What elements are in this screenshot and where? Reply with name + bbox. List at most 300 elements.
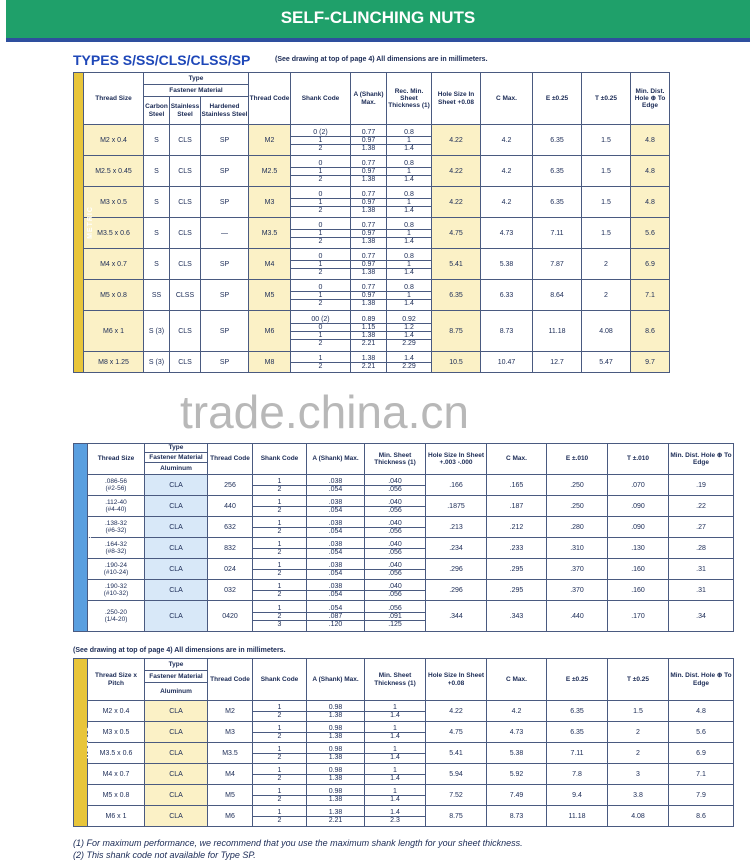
min-sheet-value: 1.4 [365,753,425,761]
shank-code [253,538,307,559]
a-shank-value: .120 [307,620,364,628]
t-value: 4.08 [582,311,631,352]
material-aluminum: CLA [145,517,208,538]
thread-size: M3 x 0.5 [88,722,145,743]
min-sheet-value: 0.8 [404,252,414,260]
shank-code-value: 2 [291,339,350,347]
min-dist: 5.6 [669,722,734,743]
t-value: 1.5 [582,187,631,218]
min-sheet-value: 1.4 [387,299,431,307]
shank-code [253,764,307,785]
t-value: .090 [608,496,669,517]
min-sheet-value: 0.8 [404,221,414,229]
col-thread-code: Thread Code [249,73,291,125]
thread-code: M2 [208,701,253,722]
hardened-stainless: — [201,218,249,249]
hole-size: 4.22 [432,156,481,187]
shank-code [253,701,307,722]
metric-table-types-s [73,72,734,373]
a-shank-value: .054 [307,485,364,493]
hole-size: 5.41 [432,249,481,280]
thread-code: M3 [249,187,291,218]
thread-size-fraction: (#8-32) [105,548,127,555]
col-min-sheet: Min. Sheet Thickness (1) [365,444,426,475]
col-min-sheet: Min. Sheet Thickness (1) [365,659,426,701]
t-value: 2 [608,722,669,743]
thread-code: M2.5 [249,156,291,187]
t-value: 2 [582,280,631,311]
thread-code: M5 [249,280,291,311]
t-value: 4.08 [608,806,669,827]
min-dist: .28 [669,538,734,559]
e-value: .310 [547,538,608,559]
min-sheet-value: 0.8 [404,190,414,198]
a-shank [307,722,365,743]
metric-side-label [74,73,94,373]
a-shank-value: 0.77 [361,190,376,198]
min-sheet-value: .125 [365,620,425,628]
material-aluminum: CLA [145,580,208,601]
col-shank-code: Shank Code [253,444,307,475]
table-row [74,785,734,806]
types-note: (See drawing at top of page 4) All dimensions are in millimeters. [275,56,488,63]
shank-code-value: 1 [277,604,282,612]
shank-code-value: 1 [291,229,350,237]
thread-size-decimal: .190-32 [104,582,128,590]
shank-code-value: 0 [291,323,350,331]
thread-size-fraction: (#10-24) [103,569,129,576]
material-aluminum: CLA [145,475,208,496]
e-value: 6.35 [547,701,608,722]
shank-code-value: 1 [277,766,282,774]
t-value: 3 [608,764,669,785]
min-dist: .19 [669,475,734,496]
hole-size: 6.35 [432,280,481,311]
shank-code [291,125,351,156]
min-sheet-value: 1.4 [365,795,425,803]
hole-size: 4.75 [426,722,487,743]
shank-code-value: 2 [253,753,306,761]
col-fastener-material: Fastener Material [145,671,208,683]
t-value: 2 [608,743,669,764]
col-shank-code: Shank Code [253,659,307,701]
min-dist: 4.8 [631,125,670,156]
t-value: 1.5 [608,701,669,722]
unified-side-label [74,444,95,632]
hardened-stainless: SP [201,187,249,218]
a-shank-value: 1.38 [351,299,386,307]
shank-code-value: 2 [253,590,306,598]
min-sheet-value: .040 [388,582,402,590]
col-aluminum: Aluminum [145,683,208,701]
hole-size: .234 [426,538,487,559]
hole-size: 5.94 [426,764,487,785]
carbon-steel: S [144,249,170,280]
min-sheet-value: 1 [387,229,431,237]
a-shank [307,701,365,722]
thread-size: M2.5 x 0.45 [84,156,144,187]
min-dist: .34 [669,601,734,632]
c-max: .295 [487,559,547,580]
a-shank-value: 0.98 [328,703,343,711]
min-sheet-value: 1 [393,745,397,753]
thread-size: M8 x 1.25 [84,352,144,373]
e-value: 8.64 [533,280,582,311]
a-shank [351,280,387,311]
col-shank-code: Shank Code [291,73,351,125]
col-c-max: C Max. [487,444,547,475]
table-row [74,743,734,764]
a-shank-value: 1.38 [307,774,364,782]
shank-code-value: 1 [291,260,350,268]
thread-size-decimal: .138-32 [104,519,128,527]
thread-size: M6 x 1 [88,806,145,827]
a-shank [351,352,387,373]
material-aluminum: CLA [145,701,208,722]
thread-size-decimal: .250-20 [104,608,128,616]
hole-size: 7.52 [426,785,487,806]
thread-code: 032 [208,580,253,601]
stainless-steel: CLS [170,187,201,218]
t-value: 1.5 [582,218,631,249]
e-value: 12.7 [533,352,582,373]
shank-code-value: 1 [277,498,282,506]
shank-code-value: 2 [253,506,306,514]
thread-code: 632 [208,517,253,538]
min-sheet-value: 1 [387,167,431,175]
stainless-steel: CLS [170,218,201,249]
min-sheet-value: .056 [365,569,425,577]
t-value: 1.5 [582,156,631,187]
thread-size [88,475,145,496]
min-sheet-value: 0.8 [404,283,414,291]
min-dist: 6.9 [631,249,670,280]
metric-cla-side-text: METRIC [86,726,94,759]
a-shank-value: .038 [328,561,343,569]
a-shank-value: 1.38 [328,808,343,816]
min-sheet [365,764,426,785]
table-row [74,187,734,218]
a-shank [307,764,365,785]
col-hole-size: Hole Size In Sheet +.003 -.000 [426,444,487,475]
stainless-steel: CLS [170,156,201,187]
e-value: 6.35 [533,125,582,156]
shank-code-value: 0 [318,159,323,167]
material-aluminum: CLA [145,806,208,827]
shank-code [291,156,351,187]
col-thread-code: Thread Code [208,444,253,475]
min-dist: 8.6 [631,311,670,352]
shank-code-value: 1 [277,703,282,711]
col-thread-size: Thread Size x Pitch [88,659,145,701]
footnote-1: (1) For maximum performance, we recommend that you use the maximum shank length for your sheet thickness. [73,838,523,848]
c-max: 8.73 [487,806,547,827]
watermark: trade.china.cn [180,386,469,438]
c-max: 5.38 [481,249,533,280]
min-sheet-value: .056 [388,604,402,612]
a-shank-value: 0.77 [361,252,376,260]
shank-code-value: 1 [277,745,282,753]
min-sheet-value: .040 [388,477,402,485]
material-aluminum: CLA [145,722,208,743]
thread-size: M2 x 0.4 [88,701,145,722]
a-shank-value: 2.21 [307,816,364,824]
min-sheet-value: 1.4 [387,331,431,339]
min-sheet [365,806,426,827]
table-row [74,280,734,311]
hole-size: .344 [426,601,487,632]
min-dist: .31 [669,580,734,601]
min-sheet-value: 1.4 [387,268,431,276]
min-sheet [387,249,432,280]
e-value: .280 [547,517,608,538]
thread-size-decimal: .164-32 [104,540,128,548]
hole-size: .166 [426,475,487,496]
c-max: 10.47 [481,352,533,373]
a-shank-value: 1.38 [351,268,386,276]
min-sheet [365,475,426,496]
thread-code: M2 [249,125,291,156]
banner-rule [6,38,750,42]
thread-size: M5 x 0.8 [88,785,145,806]
a-shank-value: .054 [307,590,364,598]
thread-size-fraction: (#2-56) [105,485,127,492]
col-fastener-material: Fastener Material [144,85,249,97]
thread-size: M2 x 0.4 [84,125,144,156]
t-value: 2 [582,249,631,280]
a-shank [307,806,365,827]
shank-code-value: 00 (2) [311,315,330,323]
shank-code-value: 2 [253,816,306,824]
min-sheet-value: 2.29 [387,362,431,370]
hole-size: 5.41 [426,743,487,764]
a-shank-value: 1.38 [351,175,386,183]
c-max: 5.38 [487,743,547,764]
min-dist: 4.8 [631,187,670,218]
shank-code-value: 2 [253,774,306,782]
shank-code-value: 1 [277,561,282,569]
min-sheet [387,352,432,373]
col-min-dist: Min. Dist. Hole ⊕ To Edge [669,659,734,701]
min-sheet-value: 1 [387,260,431,268]
a-shank [307,475,365,496]
a-shank-value: 0.97 [351,136,386,144]
a-shank-value: 1.38 [351,206,386,214]
table-row [74,352,734,373]
a-shank [307,538,365,559]
min-sheet-value: 1 [387,291,431,299]
table-row [74,125,734,156]
thread-size: M3 x 0.5 [84,187,144,218]
col-a-shank: A (Shank) Max. [307,659,365,701]
a-shank-value: 0.89 [361,315,376,323]
min-sheet-value: 1.4 [387,237,431,245]
metric-side-text: METRIC [86,206,94,239]
metric-cla-note: (See drawing at top of page 4) All dimensions are in millimeters. [73,647,286,654]
shank-code-value: 2 [291,362,350,370]
shank-code-value: 0 [318,252,323,260]
min-dist: .27 [669,517,734,538]
min-dist: 6.9 [669,743,734,764]
a-shank-value: 1.38 [307,732,364,740]
shank-code [253,475,307,496]
min-sheet [387,280,432,311]
a-shank-value: .087 [307,612,364,620]
min-sheet-value: .040 [388,561,402,569]
min-sheet [365,722,426,743]
a-shank-value: 1.38 [351,144,386,152]
material-aluminum: CLA [145,764,208,785]
thread-code: M3 [208,722,253,743]
table-row [74,559,734,580]
col-type: Type [145,659,208,671]
e-value: 9.4 [547,785,608,806]
a-shank-value: 1.38 [307,795,364,803]
a-shank [307,559,365,580]
c-max: 4.73 [481,218,533,249]
a-shank-value: 0.97 [351,229,386,237]
col-t: T ±.010 [608,444,669,475]
hole-size: 4.22 [426,701,487,722]
t-value: .160 [608,580,669,601]
col-fastener-material: Fastener Material [145,453,208,463]
a-shank-value: .038 [328,498,343,506]
shank-code-value: 0 [318,190,323,198]
a-shank-value: 2.21 [351,339,386,347]
shank-code-value: 2 [253,612,306,620]
min-sheet-value: 1.4 [365,774,425,782]
metric-table-cla [73,658,734,827]
a-shank-value: 0.97 [351,167,386,175]
a-shank-value: 0.77 [361,283,376,291]
table-row [74,218,734,249]
shank-code-value: 2 [253,548,306,556]
hole-size: .213 [426,517,487,538]
hole-size: .296 [426,559,487,580]
a-shank-value: 0.77 [361,128,376,136]
page-banner: SELF-CLINCHING NUTS [6,0,750,40]
min-sheet-value: .056 [365,485,425,493]
c-max: 4.2 [481,125,533,156]
table-row [74,311,734,352]
table-row [74,806,734,827]
min-sheet-value: 1.4 [365,732,425,740]
table-row [74,580,734,601]
shank-code-value: 2 [253,711,306,719]
table-row [74,475,734,496]
min-sheet [365,517,426,538]
hole-size: .296 [426,580,487,601]
e-value: 7.8 [547,764,608,785]
a-shank [307,785,365,806]
thread-code: M6 [249,311,291,352]
col-hardened-stainless: Hardened Stainless Steel [201,97,249,125]
e-value: 11.18 [547,806,608,827]
a-shank-value: 1.38 [361,354,376,362]
thread-size [88,559,145,580]
shank-code-value: 0 (2) [313,128,328,136]
a-shank-value: .038 [328,540,343,548]
shank-code-value: 1 [277,582,282,590]
col-min-dist: Min. Dist. Hole ⊕ To Edge [631,73,670,125]
shank-code [253,496,307,517]
min-sheet-value: 1 [387,198,431,206]
thread-code: 024 [208,559,253,580]
stainless-steel: CLS [170,311,201,352]
col-e: E ±0.25 [533,73,582,125]
unified-side-text: UNIFIED [88,520,95,555]
thread-code: M6 [208,806,253,827]
thread-size [88,496,145,517]
shank-code-value: 2 [291,144,350,152]
min-sheet-value: 1 [393,766,397,774]
col-thread-size: Thread Size [88,444,145,475]
shank-code-value: 3 [253,620,306,628]
material-aluminum: CLA [145,559,208,580]
shank-code-value: 1 [277,477,282,485]
c-max: .212 [487,517,547,538]
thread-size-fraction: (1/4-20) [104,616,128,623]
col-min-dist: Min. Dist. Hole ⊕ To Edge [669,444,734,475]
min-sheet-value: 0.8 [404,159,414,167]
c-max: 4.2 [481,187,533,218]
min-sheet-value: .040 [388,540,402,548]
c-max: .233 [487,538,547,559]
hardened-stainless: SP [201,249,249,280]
thread-size: M4 x 0.7 [84,249,144,280]
hardened-stainless: SP [201,311,249,352]
t-value: .160 [608,559,669,580]
a-shank-value: 0.77 [361,221,376,229]
e-value: 6.35 [533,187,582,218]
thread-size-decimal: .086-56 [104,477,128,485]
col-aluminum: Aluminum [145,463,208,475]
table-row [74,496,734,517]
t-value: .070 [608,475,669,496]
min-dist: 4.8 [669,701,734,722]
hardened-stainless: SP [201,125,249,156]
col-type: Type [145,444,208,453]
min-sheet-value: 1.4 [390,808,400,816]
shank-code-value: 2 [253,795,306,803]
c-max: .295 [487,580,547,601]
c-max: 4.2 [487,701,547,722]
min-sheet-value: .056 [365,548,425,556]
material-aluminum: CLA [145,496,208,517]
c-max: 4.73 [487,722,547,743]
a-shank [307,496,365,517]
shank-code-value: 1 [318,354,323,362]
a-shank-value: 0.98 [328,766,343,774]
thread-code: 440 [208,496,253,517]
thread-code: M8 [249,352,291,373]
a-shank [351,187,387,218]
min-sheet-value: .040 [388,498,402,506]
min-sheet-value: 1.4 [365,711,425,719]
min-sheet [365,601,426,632]
a-shank-value: .054 [307,569,364,577]
stainless-steel: CLS [170,352,201,373]
shank-code-value: 1 [291,136,350,144]
min-dist: 4.8 [631,156,670,187]
e-value: 6.35 [533,156,582,187]
col-rec-min-sheet: Rec. Min. Sheet Thickness (1) [387,73,432,125]
min-sheet [387,218,432,249]
col-thread-code: Thread Code [208,659,253,701]
shank-code-value: 1 [277,519,282,527]
shank-code-value: 0 [318,221,323,229]
t-value: .130 [608,538,669,559]
